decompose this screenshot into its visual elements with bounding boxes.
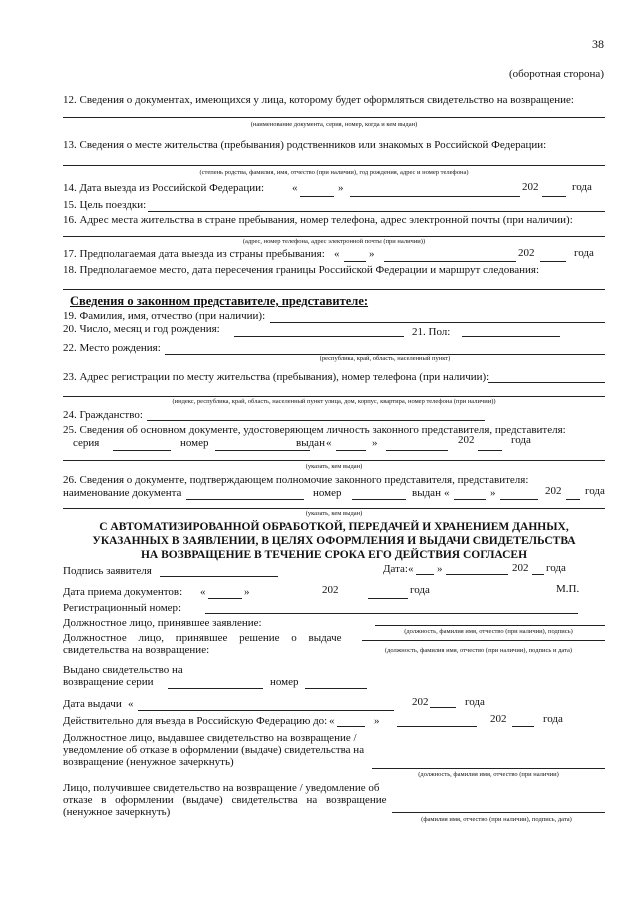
- date-received-quote-close: »: [244, 586, 250, 598]
- field-22-label: 22. Место рождения:: [63, 342, 161, 354]
- sign-day-line: [416, 574, 434, 575]
- field-25-year-line: [478, 450, 502, 451]
- field-24-label: 24. Гражданство:: [63, 409, 143, 421]
- field-14-goda: года: [572, 181, 592, 193]
- field-17-quote-close: »: [369, 248, 375, 260]
- field-26-day-line: [454, 499, 486, 500]
- sign-goda: года: [546, 562, 566, 574]
- field-17-goda: года: [574, 247, 594, 259]
- field-25-day-line: [336, 450, 366, 451]
- field-25-label: 25. Сведения об основном документе, удостоверяющем личность законного представителя, представителя:: [63, 424, 566, 436]
- field-26-year-line: [566, 499, 580, 500]
- field-26-doc-line: [186, 499, 304, 500]
- valid-until-year-line: [512, 726, 534, 727]
- official-received-caption: (должность, фамилия имя, отчество (при наличии), подпись): [404, 628, 573, 635]
- field-18-label: 18. Предполагаемое место, дата пересечения границы Российской Федерации и маршрут следования:: [63, 264, 540, 276]
- field-17-month-line: [384, 261, 516, 262]
- field-17-label: 17. Предполагаемая дата выезда из страны пребывания:: [63, 248, 325, 260]
- received-line: [392, 812, 605, 813]
- issue-date-label: Дата выдачи: [63, 698, 122, 710]
- official-issued-line-2: уведомление об отказе в оформлении (выдаче) свидетельства на: [63, 744, 365, 756]
- field-21-label: 21. Пол:: [412, 326, 451, 338]
- field-26-issuer-line: [63, 508, 605, 509]
- valid-until-quote-close: »: [374, 715, 380, 727]
- valid-until-month-line: [397, 726, 477, 727]
- field-26-doc-name: наименование документа: [63, 487, 182, 499]
- consent-line-3: НА ВОЗВРАЩЕНИЕ В ТЕЧЕНИЕ СРОКА ЕГО ДЕЙСТВИЯ СОГЛАСЕН: [140, 549, 528, 561]
- field-25-goda: года: [511, 434, 531, 446]
- field-15-label: 15. Цель поездки:: [63, 199, 147, 211]
- field-13-label: 13. Сведения о месте жительства (пребывания) родственников или знакомых в Российской Федерации:: [63, 139, 547, 151]
- field-23-line-a: [488, 382, 605, 383]
- sign-quote-open: «: [408, 563, 414, 575]
- issued-nomer: номер: [270, 676, 299, 688]
- field-25-year: 202: [458, 434, 475, 446]
- field-26-quote-open: «: [444, 487, 450, 499]
- issue-date-goda: года: [465, 696, 485, 708]
- field-17-year: 202: [518, 247, 535, 259]
- consent-line-2: УКАЗАННЫХ В ЗАЯВЛЕНИИ, В ЦЕЛЯХ ОФОРМЛЕНИЯ И ВЫДАЧИ СВИДЕТЕЛЬСТВА: [92, 535, 576, 547]
- representative-heading: Сведения о законном представителе, представителе:: [70, 294, 369, 308]
- field-25-issuer-line: [63, 460, 605, 461]
- field-26-label: 26. Сведения о документе, подтверждающем полномочие законного представителя, представителя:: [63, 474, 529, 486]
- field-14-year: 202: [522, 181, 539, 193]
- field-13-line: [63, 165, 605, 166]
- field-25-vydan: выдан: [296, 437, 325, 449]
- field-12-caption: (наименование документа, серия, номер, когда и кем выдан): [250, 121, 418, 128]
- date-received-day-line: [208, 598, 242, 599]
- field-23-label: 23. Адрес регистрации по месту жительства (пребывания), номер телефона (при наличии):: [63, 371, 490, 383]
- decision-line-2: свидетельства на возвращение:: [63, 644, 210, 656]
- field-19-label: 19. Фамилия, имя, отчество (при наличии):: [63, 310, 266, 322]
- field-13-caption: (степень родства, фамилия, имя, отчество (при наличии), год рождения, адрес и номер телефона): [199, 169, 469, 176]
- date-received-goda: года: [410, 584, 430, 596]
- date-received-year: 202: [322, 584, 339, 596]
- field-26-quote-close: »: [490, 487, 496, 499]
- field-25-nomer: номер: [180, 437, 209, 449]
- sign-applicant-label: Подпись заявителя: [63, 565, 152, 577]
- field-25-quote-close: »: [372, 437, 378, 449]
- official-received-label: Должностное лицо, принявшее заявление:: [63, 617, 262, 629]
- field-16-caption: (адрес, номер телефона, адрес электронной почты (при наличии)): [242, 238, 426, 245]
- sign-applicant-line: [160, 576, 278, 577]
- received-line-3: (ненужное зачеркнуть): [63, 806, 171, 818]
- date-received-year-line: [368, 598, 408, 599]
- reg-number-label: Регистрационный номер:: [63, 602, 182, 614]
- field-23-line-b: [63, 396, 605, 397]
- field-17-day-line: [344, 261, 366, 262]
- field-12-line: [63, 117, 605, 118]
- reg-number-line: [205, 613, 578, 614]
- field-25-quote-open: «: [326, 437, 332, 449]
- issued-line-1: Выдано свидетельство на: [63, 664, 183, 676]
- field-14-quote-close: »: [338, 182, 344, 194]
- official-received-line: [375, 625, 605, 626]
- field-14-month-line: [350, 196, 520, 197]
- field-14-label: 14. Дата выезда из Российской Федерации:: [63, 182, 265, 194]
- field-26-month-line: [500, 499, 538, 500]
- official-issued-caption: (должность, фамилия имя, отчество (при наличии): [418, 771, 559, 778]
- field-26-year: 202: [545, 485, 562, 497]
- field-14-year-line: [542, 196, 566, 197]
- issued-series-line: [168, 688, 263, 689]
- valid-until-year: 202: [490, 713, 507, 725]
- sign-month-line: [446, 574, 508, 575]
- sign-date-label: Дата:: [383, 563, 408, 575]
- field-18-line: [63, 289, 605, 290]
- side-note: (оборотная сторона): [509, 68, 604, 80]
- field-16-label: 16. Адрес места жительства в стране пребывания, номер телефона, адрес электронной почты (при наличии):: [63, 214, 573, 226]
- field-17-year-line: [540, 261, 566, 262]
- consent-line-1: С АВТОМАТИЗИРОВАННОЙ ОБРАБОТКОЙ, ПЕРЕДАЧЕЙ И ХРАНЕНИЕМ ДАННЫХ,: [99, 521, 569, 533]
- valid-until-quote-open: «: [329, 715, 335, 727]
- field-19-line: [270, 322, 605, 323]
- issue-date-quote-open: «: [128, 698, 134, 710]
- received-caption: (фамилия имя, отчество (при наличии), подпись, дата): [421, 816, 572, 823]
- valid-until-goda: года: [543, 713, 563, 725]
- field-26-nomer-line: [352, 499, 406, 500]
- field-17-quote-open: «: [334, 248, 340, 260]
- field-12-label: 12. Сведения о документах, имеющихся у лица, которому будет оформляться свидетельство на возвращение:: [63, 94, 574, 106]
- received-line-2: отказе в оформлении (выдаче) свидетельства на возвращение: [63, 794, 387, 806]
- field-25-nomer-line: [215, 450, 310, 451]
- field-24-line: [147, 420, 485, 421]
- sign-year: 202: [512, 562, 529, 574]
- field-22-caption: (республика, край, область, населенный пункт): [319, 355, 451, 362]
- decision-caption: (должность, фамилия имя, отчество (при наличии), подпись и дата): [384, 647, 573, 654]
- received-line-1: Лицо, получившее свидетельство на возвращение / уведомление об: [63, 782, 380, 794]
- field-26-caption: (указать, кем выдан): [305, 510, 363, 517]
- date-received-label: Дата приема документов:: [63, 586, 183, 598]
- decision-line-1: Должностное лицо, принявшее решение о выдаче: [63, 632, 342, 644]
- field-25-month-line: [386, 450, 448, 451]
- official-issued-line-1: Должностное лицо, выдавшее свидетельство на возвращение /: [63, 732, 357, 744]
- field-26-vydan: выдан: [412, 487, 441, 499]
- date-received-quote-open: «: [200, 586, 206, 598]
- field-25-caption: (указать, кем выдан): [305, 463, 363, 470]
- issued-line-2: возвращение серии: [63, 676, 154, 688]
- issue-date-year: 202: [412, 696, 429, 708]
- field-21-line: [462, 336, 560, 337]
- field-25-seriya-line: [113, 450, 171, 451]
- field-20-line: [234, 336, 404, 337]
- issue-date-line: [138, 710, 394, 711]
- field-23-caption: (индекс, республика, край, область, населенный пункт улица, дом, корпус, квартира, номер телефона (при наличии)): [172, 398, 496, 405]
- issued-number-line: [305, 688, 367, 689]
- field-26-nomer: номер: [313, 487, 342, 499]
- official-issued-line-3: возвращение (ненужное зачеркнуть): [63, 756, 234, 768]
- decision-line: [362, 640, 605, 641]
- field-16-line: [63, 236, 605, 237]
- sign-year-line: [532, 574, 544, 575]
- field-14-quote-open: «: [292, 182, 298, 194]
- field-25-seriya: серия: [73, 437, 100, 449]
- page-number: 38: [592, 37, 604, 51]
- valid-until-label: Действительно для въезда в Российскую Федерацию до:: [63, 715, 328, 727]
- field-15-line: [148, 211, 605, 212]
- official-issued-line: [372, 768, 605, 769]
- field-26-goda: года: [585, 485, 605, 497]
- issue-date-year-line: [430, 707, 456, 708]
- field-14-day-line: [300, 196, 334, 197]
- valid-until-day-line: [337, 726, 365, 727]
- field-20-label: 20. Число, месяц и год рождения:: [63, 323, 220, 335]
- sign-quote-close: »: [437, 563, 443, 575]
- seal-mp: М.П.: [556, 583, 580, 595]
